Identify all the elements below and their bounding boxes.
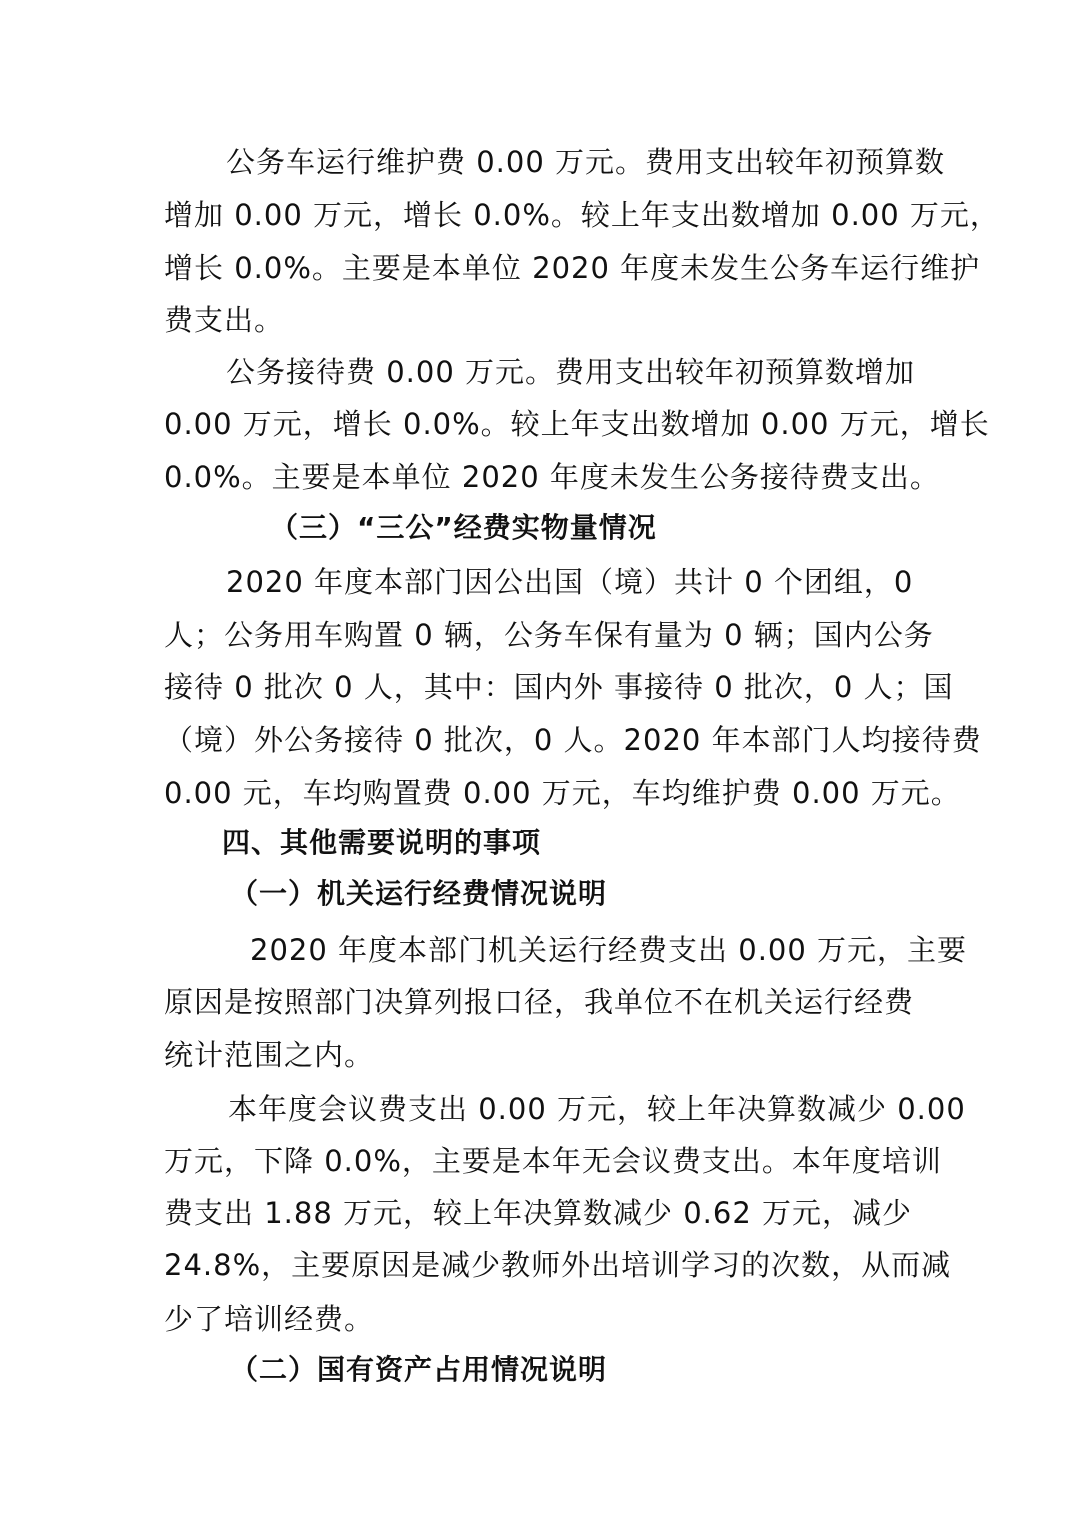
paragraph-line: 本年度会议费支出 0.00 万元，较上年决算数减少 0.00 [228,1092,966,1126]
paragraph-line: 0.0%。主要是本单位 2020 年度未发生公务接待费支出。 [164,460,940,494]
paragraph-line: 原因是按照部门决算列报口径，我单位不在机关运行经费 [164,985,915,1019]
paragraph-line: 增加 0.00 万元，增长 0.0%。较上年支出数增加 0.00 万元， [164,198,1000,232]
paragraph-line: 费支出 1.88 万元，较上年决算数减少 0.62 万元，减少 [164,1196,913,1230]
paragraph-line: 增长 0.0%。主要是本单位 2020 年度未发生公务车运行维护 [164,251,981,285]
paragraph-line: 24.8%，主要原因是减少教师外出培训学习的次数，从而减 [164,1248,952,1282]
paragraph-line: 0.00 万元，增长 0.0%。较上年支出数增加 0.00 万元，增长 [164,407,990,441]
paragraph-line: 0.00 元，车均购置费 0.00 万元，车均维护费 0.00 万元。 [164,776,961,810]
paragraph-line: 2020 年度本部门机关运行经费支出 0.00 万元，主要 [250,933,968,967]
paragraph-line: 公务接待费 0.00 万元。费用支出较年初预算数增加 [226,355,916,389]
paragraph-line: 万元，下降 0.0%，主要是本年无会议费支出。本年度培训 [164,1144,942,1178]
section-heading: 四、其他需要说明的事项 [222,826,542,859]
paragraph-line: 人；公务用车购置 0 辆，公务车保有量为 0 辆；国内公务 [164,618,934,652]
paragraph-line: 费支出。 [164,303,285,337]
section-heading: （二）国有资产占用情况说明 [230,1353,608,1386]
paragraph-line: 接待 0 批次 0 人，其中：国内外 事接待 0 批次，0 人；国 [164,670,954,704]
section-heading: （一）机关运行经费情况说明 [230,877,608,910]
paragraph-line: 公务车运行维护费 0.00 万元。费用支出较年初预算数 [226,145,946,179]
section-heading: （三）“三公”经费实物量情况 [270,511,657,544]
paragraph-line: （境）外公务接待 0 批次，0 人。2020 年本部门人均接待费 [164,723,982,757]
paragraph-line: 2020 年度本部门因公出国（境）共计 0 个团组，0 [226,565,914,599]
paragraph-line: 统计范围之内。 [164,1038,375,1072]
paragraph-line: 少了培训经费。 [164,1302,375,1336]
